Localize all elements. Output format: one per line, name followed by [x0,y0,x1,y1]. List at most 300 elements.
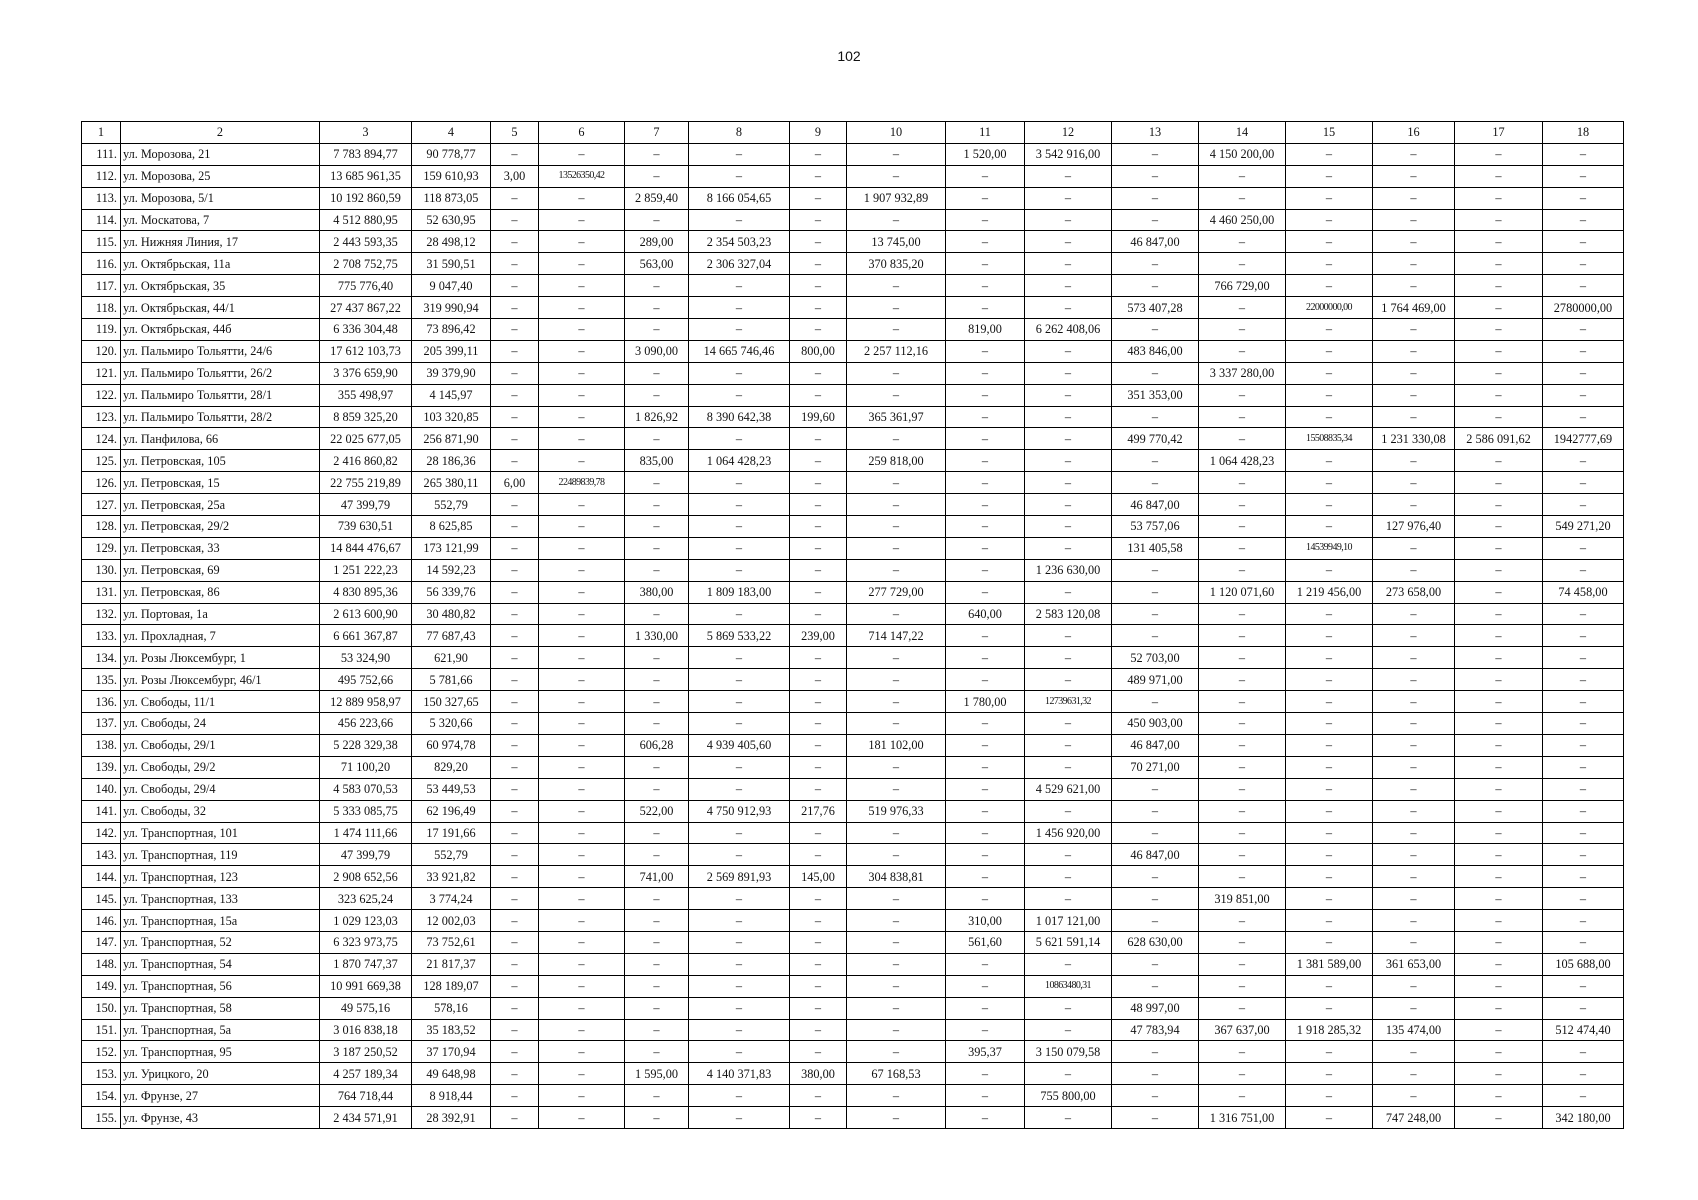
value-cell: – [1543,734,1624,756]
value-cell: – [1025,406,1112,428]
value-cell: – [1112,866,1199,888]
value-cell: 5 333 085,75 [320,800,412,822]
value-cell: – [1025,362,1112,384]
value-cell: – [790,1041,847,1063]
value-cell: – [847,1019,946,1041]
value-cell: – [1286,319,1373,341]
value-cell: – [1199,1063,1286,1085]
value-cell: – [491,625,539,647]
value-cell: 47 783,94 [1112,1019,1199,1041]
value-cell: 628 630,00 [1112,931,1199,953]
value-cell: 181 102,00 [847,734,946,756]
value-cell: 90 778,77 [412,143,491,165]
value-cell: 4 257 189,34 [320,1063,412,1085]
value-cell: – [1543,800,1624,822]
value-cell: – [1199,953,1286,975]
value-cell: – [1455,143,1543,165]
value-cell: – [1286,888,1373,910]
value-cell: – [1455,800,1543,822]
value-cell: – [625,778,689,800]
value-cell: – [1112,1063,1199,1085]
table-row [82,253,1624,275]
address-cell: ул. Свободы, 24 [121,713,320,735]
value-cell: – [1543,866,1624,888]
value-cell: 4 460 250,00 [1199,209,1286,231]
value-cell: – [1455,187,1543,209]
value-cell: – [946,187,1025,209]
value-cell: – [790,975,847,997]
value-cell: – [1286,472,1373,494]
value-cell: – [491,516,539,538]
value-cell: – [625,1085,689,1107]
value-cell: – [1455,231,1543,253]
value-cell: – [790,691,847,713]
value-cell: 741,00 [625,866,689,888]
value-cell: – [1199,734,1286,756]
value-cell: 561,60 [946,931,1025,953]
value-cell: – [491,1041,539,1063]
value-cell: – [790,187,847,209]
value-cell: – [491,275,539,297]
value-cell: – [539,625,625,647]
table-row [82,537,1624,559]
column-header-8: 8 [689,122,790,144]
value-cell: – [790,319,847,341]
value-cell: – [1373,537,1455,559]
value-cell: 1 918 285,32 [1286,1019,1373,1041]
value-cell: – [625,691,689,713]
value-cell: – [1373,997,1455,1019]
value-cell: – [1286,253,1373,275]
row-number: 142. [82,822,121,844]
value-cell: – [946,165,1025,187]
value-cell: 1 120 071,60 [1199,581,1286,603]
value-cell: – [689,844,790,866]
value-cell: 12 889 958,97 [320,691,412,713]
value-cell: – [689,494,790,516]
value-cell: 48 997,00 [1112,997,1199,1019]
value-cell: – [1025,844,1112,866]
value-cell: 800,00 [790,340,847,362]
value-cell: 15508835,34 [1286,428,1373,450]
value-cell: – [1455,1041,1543,1063]
value-cell: – [491,537,539,559]
value-cell: – [539,297,625,319]
value-cell: – [1112,975,1199,997]
value-cell: 1 826,92 [625,406,689,428]
value-cell: – [1199,406,1286,428]
value-cell: 621,90 [412,647,491,669]
value-cell: – [1199,516,1286,538]
value-cell: – [1455,734,1543,756]
row-number: 117. [82,275,121,297]
value-cell: – [1455,559,1543,581]
address-cell: ул. Транспортная, 54 [121,953,320,975]
value-cell: – [1025,165,1112,187]
value-cell: – [1455,537,1543,559]
address-cell: ул. Транспортная, 15а [121,910,320,932]
value-cell: 259 818,00 [847,450,946,472]
table-row [82,231,1624,253]
value-cell: – [689,209,790,231]
address-cell: ул. Урицкого, 20 [121,1063,320,1085]
value-cell: – [946,997,1025,1019]
value-cell: – [1543,340,1624,362]
column-header-15: 15 [1286,122,1373,144]
address-cell: ул. Пальмиро Тольятти, 28/1 [121,384,320,406]
table-row [82,669,1624,691]
value-cell: – [847,494,946,516]
table-row [82,822,1624,844]
value-cell: – [946,713,1025,735]
row-number: 119. [82,319,121,341]
value-cell: 342 180,00 [1543,1107,1624,1129]
value-cell: – [1112,1085,1199,1107]
value-cell: – [539,691,625,713]
value-cell: – [689,691,790,713]
value-cell: – [491,581,539,603]
value-cell: – [1543,931,1624,953]
value-cell: – [1286,1063,1373,1085]
address-cell: ул. Фрунзе, 27 [121,1085,320,1107]
value-cell: – [539,581,625,603]
value-cell: – [946,778,1025,800]
value-cell: – [1543,209,1624,231]
value-cell: 217,76 [790,800,847,822]
value-cell: – [491,713,539,735]
value-cell: – [625,209,689,231]
value-cell: – [790,362,847,384]
value-cell: – [539,494,625,516]
address-cell: ул. Свободы, 11/1 [121,691,320,713]
row-number: 112. [82,165,121,187]
value-cell: – [790,143,847,165]
value-cell: – [689,822,790,844]
value-cell: – [1286,713,1373,735]
value-cell: – [1286,822,1373,844]
value-cell: 17 612 103,73 [320,340,412,362]
value-cell: – [847,319,946,341]
row-number: 137. [82,713,121,735]
value-cell: – [491,1107,539,1129]
value-cell: – [491,187,539,209]
value-cell: – [946,581,1025,603]
value-cell: – [1112,165,1199,187]
value-cell: – [1286,910,1373,932]
value-cell: – [1373,165,1455,187]
value-cell: 127 976,40 [1373,516,1455,538]
value-cell: – [1455,472,1543,494]
value-cell: – [1286,691,1373,713]
value-cell: – [1025,625,1112,647]
table-row [82,910,1624,932]
value-cell: 1 520,00 [946,143,1025,165]
value-cell: 829,20 [412,756,491,778]
table-row [82,778,1624,800]
value-cell: – [847,297,946,319]
address-cell: ул. Морозова, 5/1 [121,187,320,209]
value-cell: 6 323 973,75 [320,931,412,953]
value-cell: – [1373,362,1455,384]
value-cell: – [1373,713,1455,735]
value-cell: 552,79 [412,494,491,516]
value-cell: – [539,866,625,888]
value-cell: – [491,975,539,997]
value-cell: – [625,428,689,450]
value-cell: – [539,997,625,1019]
value-cell: 1 780,00 [946,691,1025,713]
address-cell: ул. Петровская, 15 [121,472,320,494]
value-cell: – [539,778,625,800]
value-cell: – [1112,319,1199,341]
value-cell: – [1455,362,1543,384]
value-cell: – [689,778,790,800]
value-cell: 2 586 091,62 [1455,428,1543,450]
address-cell: ул. Фрунзе, 43 [121,1107,320,1129]
value-cell: 395,37 [946,1041,1025,1063]
value-cell: – [1286,143,1373,165]
value-cell: – [491,450,539,472]
value-cell: – [539,319,625,341]
value-cell: – [790,713,847,735]
value-cell: – [847,822,946,844]
value-cell: 1 907 932,89 [847,187,946,209]
value-cell: – [1025,253,1112,275]
value-cell: – [847,647,946,669]
table-row [82,1063,1624,1085]
value-cell: – [625,975,689,997]
value-cell: – [1455,1085,1543,1107]
value-cell: 21 817,37 [412,953,491,975]
value-cell: – [1199,187,1286,209]
value-cell: – [1373,209,1455,231]
value-cell: – [1199,559,1286,581]
value-cell: – [1373,450,1455,472]
value-cell: – [847,778,946,800]
value-cell: – [1543,647,1624,669]
value-cell: 6 661 367,87 [320,625,412,647]
row-number: 147. [82,931,121,953]
value-cell: – [689,165,790,187]
value-cell: – [1112,1107,1199,1129]
address-cell: ул. Нижняя Линия, 17 [121,231,320,253]
value-cell: – [625,1041,689,1063]
value-cell: – [1112,778,1199,800]
value-cell: 1942777,69 [1543,428,1624,450]
table-row [82,713,1624,735]
value-cell: 47 399,79 [320,844,412,866]
value-cell: – [1286,734,1373,756]
column-header-13: 13 [1112,122,1199,144]
value-cell: 47 399,79 [320,494,412,516]
value-cell: 739 630,51 [320,516,412,538]
table-row [82,428,1624,450]
value-cell: – [625,494,689,516]
row-number: 123. [82,406,121,428]
value-cell: – [1373,910,1455,932]
value-cell: – [790,1107,847,1129]
value-cell: – [946,734,1025,756]
column-header-3: 3 [320,122,412,144]
value-cell: – [689,669,790,691]
value-cell: – [1199,253,1286,275]
value-cell: – [1199,778,1286,800]
value-cell: 4 140 371,83 [689,1063,790,1085]
value-cell: – [1543,669,1624,691]
table-row [82,866,1624,888]
value-cell: – [1025,231,1112,253]
value-cell: – [790,516,847,538]
value-cell: – [790,844,847,866]
row-number: 150. [82,997,121,1019]
value-cell: – [491,691,539,713]
value-cell: – [1112,953,1199,975]
row-number: 118. [82,297,121,319]
table-row [82,844,1624,866]
value-cell: 71 100,20 [320,756,412,778]
value-cell: – [1199,910,1286,932]
value-cell: – [1373,1041,1455,1063]
value-cell: 1 595,00 [625,1063,689,1085]
value-cell: 159 610,93 [412,165,491,187]
row-number: 134. [82,647,121,669]
value-cell: – [946,1085,1025,1107]
value-cell: 46 847,00 [1112,734,1199,756]
value-cell: – [1112,800,1199,822]
value-cell: – [1455,953,1543,975]
value-cell: – [1199,494,1286,516]
value-cell: 747 248,00 [1373,1107,1455,1129]
value-cell: – [790,756,847,778]
value-cell: – [946,800,1025,822]
value-cell: – [625,647,689,669]
value-cell: – [946,559,1025,581]
value-cell: 118 873,05 [412,187,491,209]
value-cell: – [1543,275,1624,297]
value-cell: 67 168,53 [847,1063,946,1085]
address-cell: ул. Петровская, 86 [121,581,320,603]
value-cell: – [1543,910,1624,932]
value-cell: – [625,275,689,297]
value-cell: 52 703,00 [1112,647,1199,669]
value-cell: – [539,953,625,975]
value-cell: – [1455,691,1543,713]
value-cell: – [946,953,1025,975]
value-cell: – [946,209,1025,231]
value-cell: – [539,516,625,538]
value-cell: – [847,713,946,735]
value-cell: 4 529 621,00 [1025,778,1112,800]
table-row [82,297,1624,319]
value-cell: 3,00 [491,165,539,187]
value-cell: – [689,713,790,735]
value-cell: – [847,384,946,406]
row-number: 146. [82,910,121,932]
address-cell: ул. Морозова, 21 [121,143,320,165]
value-cell: 766 729,00 [1199,275,1286,297]
address-cell: ул. Москатова, 7 [121,209,320,231]
value-cell: – [1025,494,1112,516]
value-cell: – [1112,910,1199,932]
row-number: 152. [82,1041,121,1063]
value-cell: – [625,143,689,165]
value-cell: – [1025,997,1112,1019]
value-cell: 14 592,23 [412,559,491,581]
value-cell: – [847,165,946,187]
value-cell: – [1025,187,1112,209]
value-cell: – [689,143,790,165]
value-cell: – [1543,494,1624,516]
value-cell: 489 971,00 [1112,669,1199,691]
value-cell: – [946,516,1025,538]
value-cell: – [539,1063,625,1085]
value-cell: 205 399,11 [412,340,491,362]
value-cell: – [1373,472,1455,494]
value-cell: – [539,669,625,691]
value-cell: – [1373,778,1455,800]
value-cell: – [539,647,625,669]
value-cell: – [1543,537,1624,559]
table-row [82,1085,1624,1107]
table-row [82,953,1624,975]
value-cell: – [1543,406,1624,428]
column-header-6: 6 [539,122,625,144]
value-cell: – [1455,1019,1543,1041]
value-cell: 310,00 [946,910,1025,932]
value-cell: – [539,231,625,253]
value-cell: 764 718,44 [320,1085,412,1107]
row-number: 144. [82,866,121,888]
address-cell: ул. Свободы, 29/1 [121,734,320,756]
value-cell: – [625,472,689,494]
value-cell: – [946,362,1025,384]
value-cell: 2 416 860,82 [320,450,412,472]
value-cell: – [689,362,790,384]
value-cell: – [1112,275,1199,297]
value-cell: – [1543,253,1624,275]
value-cell: – [1025,275,1112,297]
value-cell: – [1199,472,1286,494]
value-cell: – [1286,209,1373,231]
address-cell: ул. Петровская, 25а [121,494,320,516]
address-cell: ул. Панфилова, 66 [121,428,320,450]
value-cell: 10 192 860,59 [320,187,412,209]
value-cell: – [1025,800,1112,822]
value-cell: – [491,997,539,1019]
value-cell: – [1543,143,1624,165]
value-cell: – [1286,362,1373,384]
value-cell: 12 002,03 [412,910,491,932]
value-cell: – [1199,975,1286,997]
value-cell: 4 150 200,00 [1199,143,1286,165]
value-cell: – [1199,844,1286,866]
value-cell: – [790,910,847,932]
value-cell: – [847,953,946,975]
address-cell: ул. Свободы, 32 [121,800,320,822]
value-cell: – [1373,734,1455,756]
address-cell: ул. Транспортная, 101 [121,822,320,844]
value-cell: – [689,516,790,538]
value-cell: – [946,384,1025,406]
value-cell: – [790,603,847,625]
value-cell: – [1112,559,1199,581]
value-cell: – [689,603,790,625]
value-cell: – [539,800,625,822]
value-cell: 77 687,43 [412,625,491,647]
address-cell: ул. Октябрьская, 44/1 [121,297,320,319]
value-cell: 150 327,65 [412,691,491,713]
value-cell: – [1112,406,1199,428]
